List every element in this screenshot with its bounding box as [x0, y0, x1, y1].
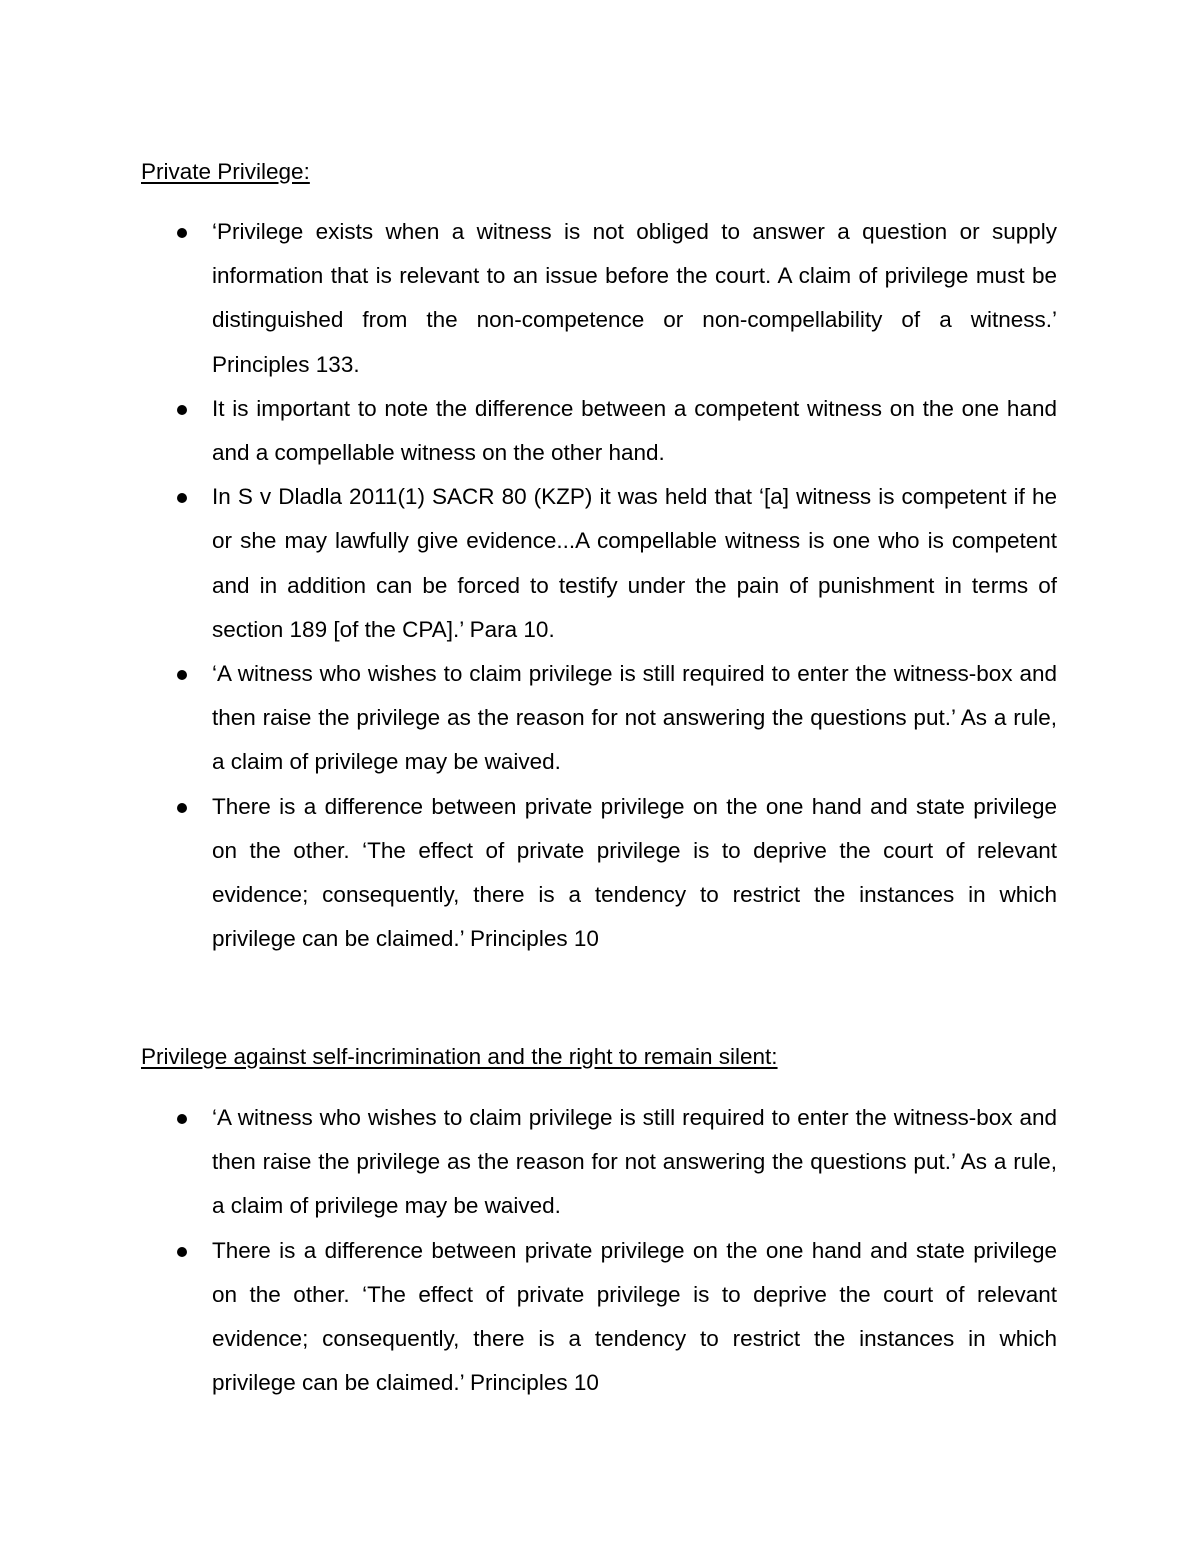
list-item — [0, 387, 1200, 475]
bullet-text: In S v Dladla 2011(1) SACR 80 (KZP) it was held that ‘[a] witness is competent if he or she may lawfully give evidence...A compellable witness is one who is competent and in addition can be forced to testify under the pain of punishment in terms of section 189 [of the CPA].’ Para 10. — [212, 484, 1057, 642]
list-item — [0, 475, 1200, 652]
bullet-icon — [177, 1114, 187, 1124]
bullet-icon — [177, 228, 187, 238]
list-item — [0, 1096, 1200, 1229]
bullet-icon — [177, 803, 187, 813]
private-privilege-bullet-list — [0, 210, 1200, 961]
bullet-icon — [177, 670, 187, 680]
section-heading-private-privilege: Private Privilege: — [141, 159, 310, 184]
list-item — [0, 1229, 1200, 1406]
bullet-icon — [177, 493, 187, 503]
bullet-icon — [177, 1247, 187, 1257]
list-item — [0, 652, 1200, 785]
bullet-text: There is a difference between private privilege on the one hand and state privilege on the other. ‘The effect of private privilege is to deprive the court of relevant evidence; consequently, there is a tendency to restrict the instances in which privilege can be claimed.’ Principles 10 — [212, 1237, 1057, 1396]
bullet-text: ‘A witness who wishes to claim privilege is still required to enter the witness-box and then raise the privilege as the reason for not answering the questions put.’ As a rule, a claim of privilege may be waived. — [212, 1105, 1057, 1219]
bullet-text: ‘Privilege exists when a witness is not obliged to answer a question or supply information that is relevant to an issue before the court. A claim of privilege must be distinguished from the non-competence or non-compellability of a witness.’ Principles 133. — [212, 219, 1057, 377]
bullet-icon — [177, 405, 187, 415]
bullet-text: It is important to note the difference between a competent witness on the one hand and a compellable witness on the other hand. — [212, 395, 1057, 466]
bullet-text: ‘A witness who wishes to claim privilege is still required to enter the witness-box and then raise the privilege as the reason for not answering the questions put.’ As a rule, a claim of privilege may be waived. — [212, 661, 1057, 775]
bullet-text: There is a difference between private privilege on the one hand and state privilege on the other. ‘The effect of private privilege is to deprive the court of relevant evidence; consequently, there is a tendency to restrict the instances in which privilege can be claimed.’ Principles 10 — [212, 793, 1057, 952]
list-item — [0, 210, 1200, 387]
self-incrimination-bullet-list — [0, 1096, 1200, 1405]
section-heading-self-incrimination: Privilege against self-incrimination and the right to remain silent: — [141, 1044, 778, 1069]
list-item — [0, 785, 1200, 962]
